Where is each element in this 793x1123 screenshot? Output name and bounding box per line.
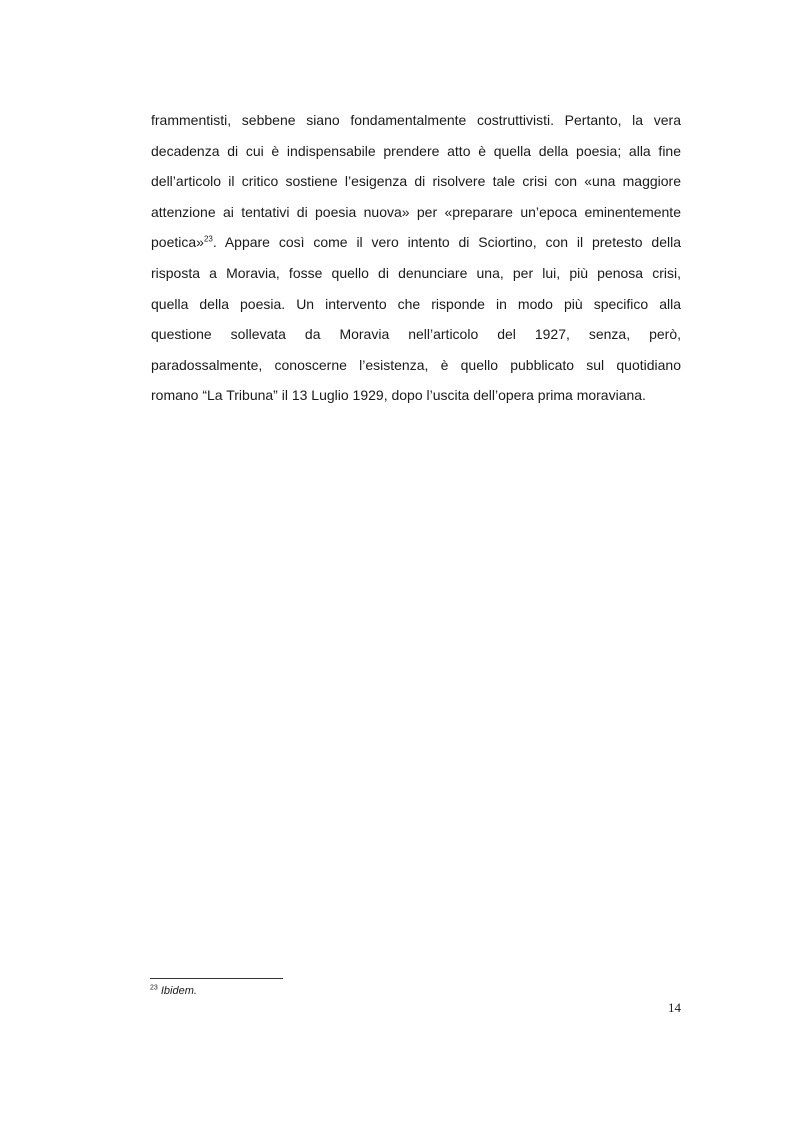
text-line: attenzione ai tentativi di poesia nuova» per «preparare un’epoca eminentemente	[151, 203, 681, 220]
footnote	[150, 984, 197, 998]
text-line: quella della poesia. Un intervento che risponde in modo più specifico alla	[151, 295, 681, 312]
text-fragment: . Appare così come il vero intento di Sciortino, con il pretesto della	[212, 234, 681, 251]
footnote-number: 23	[150, 984, 158, 992]
text-line: risposta a Moravia, fosse quello di denunciare una, per lui, più penosa crisi,	[151, 264, 681, 281]
text-fragment: poetica»	[151, 234, 204, 251]
text-line	[151, 227, 681, 258]
footnote-separator	[150, 978, 283, 979]
page-number: 14	[668, 1000, 681, 1015]
text-line: romano “La Tribuna” il 13 Luglio 1929, dopo l’uscita dell’opera prima moraviana.	[151, 387, 646, 404]
body-paragraph	[151, 105, 681, 411]
footnote-reference: 23	[203, 234, 213, 244]
text-line: paradossalmente, conoscerne l’esistenza, è quello pubblicato sul quotidiano	[151, 356, 681, 373]
footnote-text: Ibidem.	[160, 985, 197, 997]
text-line: decadenza di cui è indispensabile prendere atto è quella della poesia; alla fine	[151, 142, 681, 159]
text-line: dell’articolo il critico sostiene l’esigenza di risolvere tale crisi con «una maggiore	[151, 173, 681, 190]
text-line: questione sollevata da Moravia nell’articolo del 1927, senza, però,	[151, 326, 681, 343]
text-line: frammentisti, sebbene siano fondamentalmente costruttivisti. Pertanto, la vera	[151, 112, 681, 128]
